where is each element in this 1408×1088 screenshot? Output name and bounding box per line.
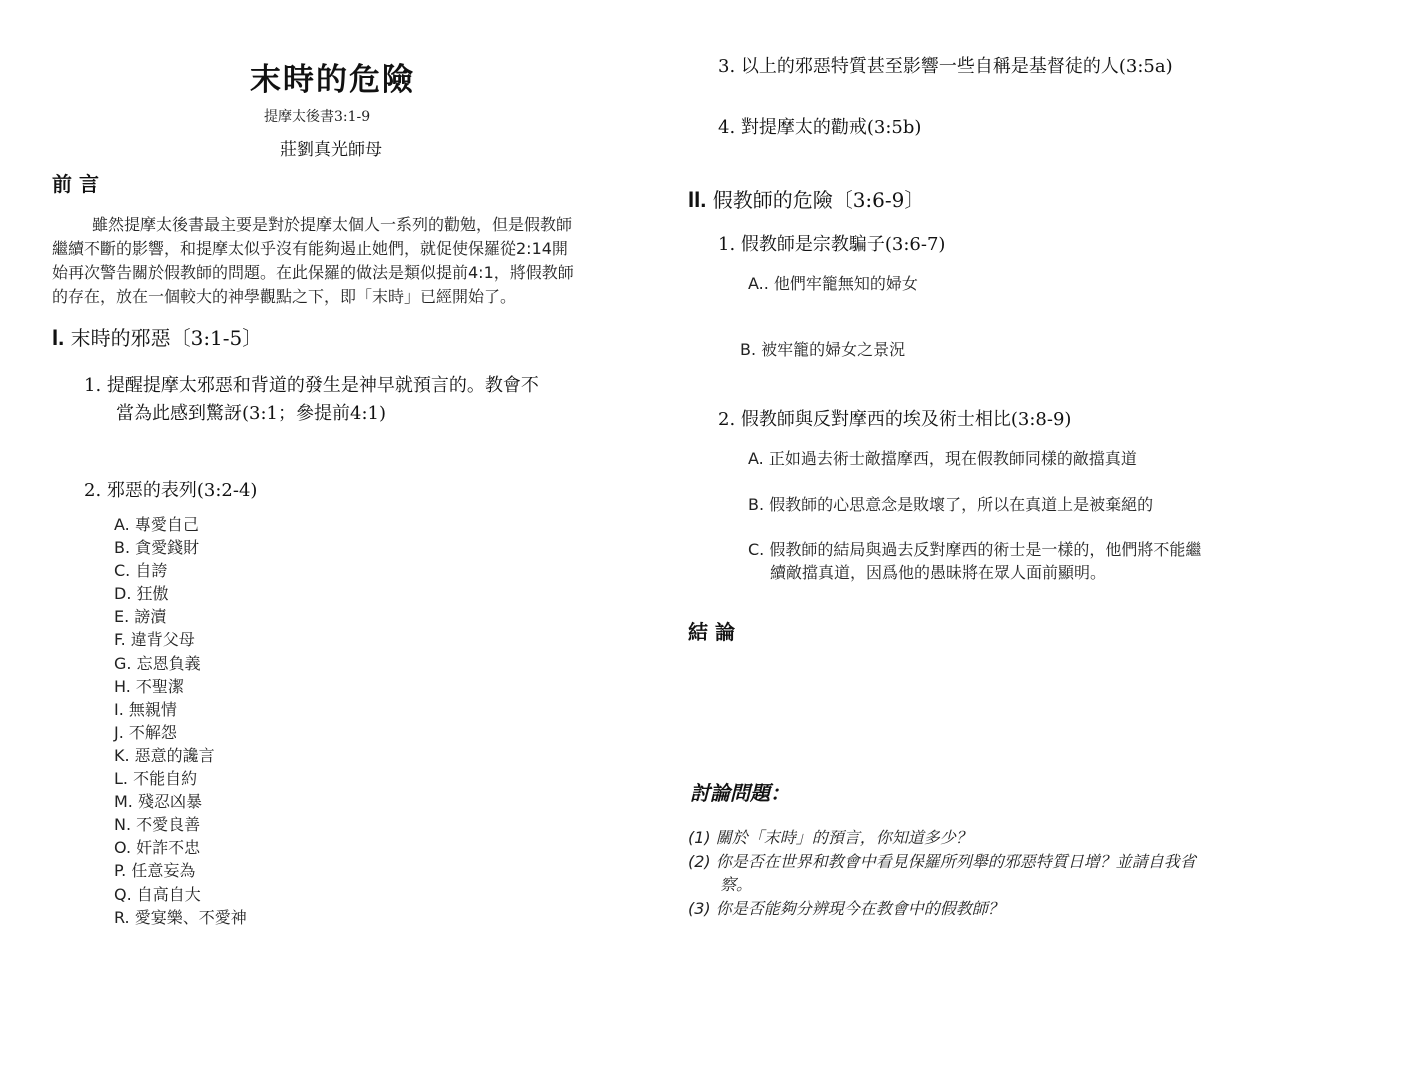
intro-line: 始再次警告關於假教師的問題。在此保羅的做法是類似提前4:1，將假教師 — [52, 263, 574, 282]
section-2-title: 假教師的危險〔3:6-9〕 — [712, 188, 925, 212]
list-item: Q. 自高自大 — [114, 884, 201, 904]
section-1-title: 末時的邪惡〔3:1-5〕 — [70, 326, 263, 350]
point-4: 4. 對提摩太的勸戒(3:5b) — [718, 117, 922, 138]
point-1 — [84, 372, 539, 428]
section-2-heading — [688, 184, 924, 213]
list-item: E. 謗瀆 — [114, 607, 167, 627]
list-item: J. 不解怨 — [114, 722, 177, 742]
list-item: D. 狂傲 — [114, 584, 169, 604]
section-2-point-2: 2. 假教師與反對摩西的埃及術士相比(3:8-9) — [718, 409, 1072, 430]
vice-list — [114, 513, 247, 929]
question-item: (3) 你是否能夠分辨現今在教會中的假教師？ — [688, 898, 1004, 918]
question-item: (2) 你是否在世界和教會中看見保羅所列舉的邪惡特質日增？並請自我省 — [688, 851, 1196, 871]
list-item: P. 任意妄為 — [114, 861, 196, 881]
list-item: F. 違背父母 — [114, 630, 195, 650]
conclusion-heading: 結 論 — [688, 620, 735, 644]
list-item: N. 不愛良善 — [114, 815, 201, 835]
question-item: (1) 關於「末時」的預言，你知道多少？ — [688, 828, 972, 847]
list-item — [748, 538, 1201, 584]
intro-line: 的存在，放在一個較大的神學觀點之下，即「末時」已經開始了。 — [52, 287, 517, 306]
point-3: 3. 以上的邪惡特質甚至影響一些自稱是基督徒的人(3:5a) — [718, 56, 1173, 77]
intro-heading: 前 言 — [52, 172, 99, 196]
list-item: H. 不聖潔 — [114, 676, 184, 696]
list-item: R. 愛宴樂、不愛神 — [114, 907, 247, 927]
point-1-line: 1. 提醒提摩太邪惡和背道的發生是神早就預言的。教會不 — [84, 375, 539, 396]
list-item: B. 假教師的心思意念是敗壞了，所以在真道上是被棄絕的 — [748, 495, 1154, 514]
list-item: A. 正如過去術士敵擋摩西，現在假教師同樣的敵擋真道 — [748, 449, 1137, 468]
list-item: C. 自誇 — [114, 561, 168, 581]
section-2-point-1: 1. 假教師是宗教騙子(3:6-7) — [718, 234, 946, 255]
question-item: 察。 — [720, 875, 753, 894]
list-item: O. 奸詐不忠 — [114, 838, 201, 858]
intro-line: 雖然提摩太後書最主要是對於提摩太個人一系列的勸勉，但是假教師 — [92, 215, 573, 234]
list-item: I. 無親情 — [114, 699, 177, 719]
point-1-line: 當為此感到驚訝(3:1；參提前4:1) — [116, 403, 386, 424]
intro-line: 繼續不斷的影響，和提摩太似乎沒有能夠遏止她們，就促使保羅從2:14開 — [52, 239, 568, 258]
list-item: L. 不能自約 — [114, 769, 198, 789]
page-title: 末時的危險 — [250, 62, 415, 98]
list-item: G. 忘恩負義 — [114, 653, 201, 673]
scripture-reference: 提摩太後書3:1-9 — [264, 109, 371, 125]
list-item: M. 殘忍凶暴 — [114, 792, 202, 812]
section-2-numeral: II. — [688, 187, 707, 212]
list-item: K. 惡意的讒言 — [114, 745, 215, 765]
discussion-heading: 討論問題： — [690, 781, 790, 805]
list-item-line: C. 假教師的結局與過去反對摩西的術士是一樣的，他們將不能繼 — [748, 540, 1202, 559]
list-item: B. 貪愛錢財 — [114, 538, 200, 558]
list-item: A. 專愛自己 — [114, 515, 199, 534]
list-item: A.. 他們牢籠無知的婦女 — [748, 274, 918, 293]
section-1-numeral: I. — [52, 325, 65, 350]
section-1-heading — [52, 322, 262, 351]
intro-paragraph — [52, 213, 574, 309]
author: 莊劉真光師母 — [280, 140, 382, 159]
point-2: 2. 邪惡的表列(3:2-4) — [84, 480, 258, 501]
list-item-line: 續敵擋真道，因爲他的愚昧將在眾人面前顯明。 — [770, 563, 1107, 582]
discussion-questions — [688, 826, 1196, 920]
list-item: B. 被牢籠的婦女之景況 — [740, 340, 906, 359]
